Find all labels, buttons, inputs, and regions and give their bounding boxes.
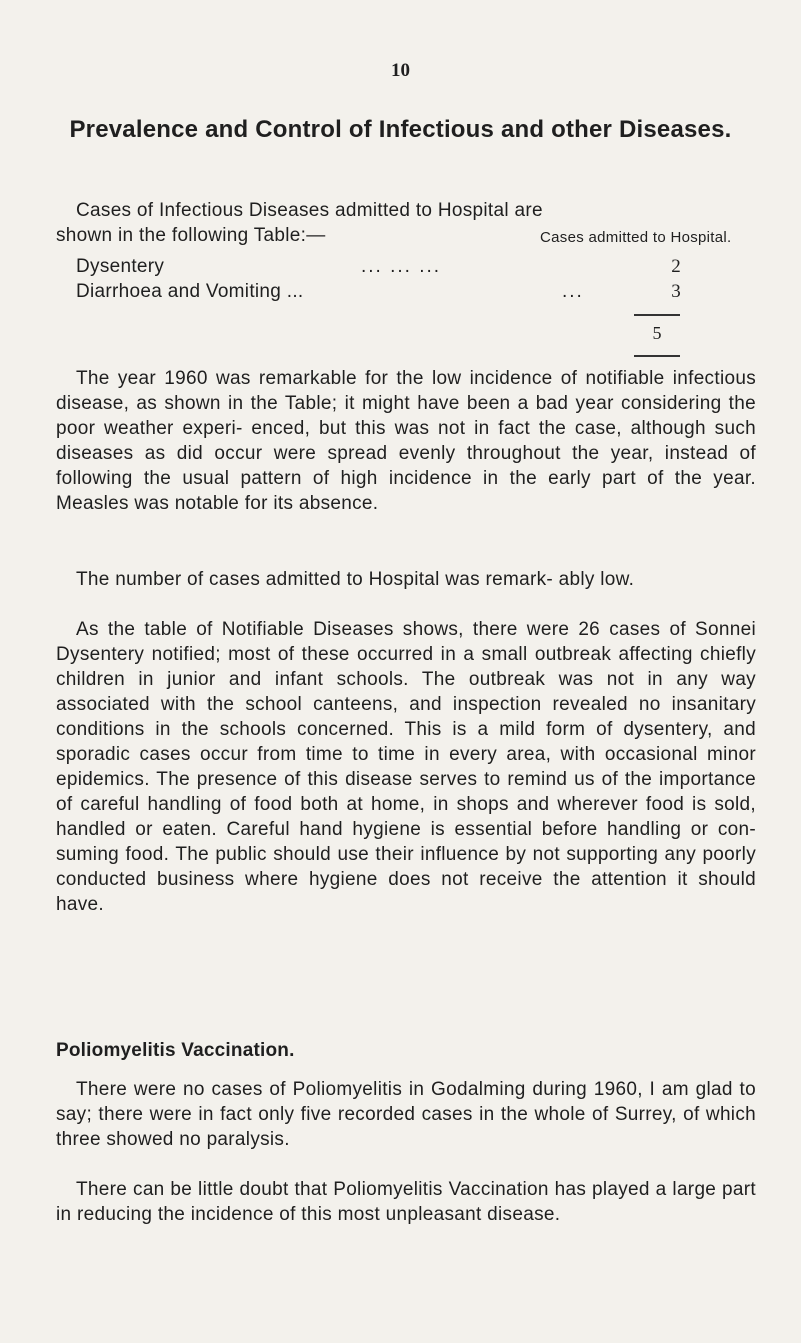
- intro-line-1: Cases of Infectious Diseases admitted to Hospital are: [76, 200, 543, 221]
- total-rule-top: [634, 314, 680, 316]
- table-row-label: Diarrhoea and Vomiting ...: [76, 281, 304, 302]
- table-intro: [56, 198, 776, 248]
- paragraph-polio-cases: [56, 1077, 756, 1152]
- table-row-leader: ...: [562, 281, 584, 302]
- paragraph-text: As the table of Notifiable Diseases shows, there were 26 cases of Sonnei Dysentery notified; most of these occurred in a small outbreak affecting chiefly children in junior and infant schools. The outbreak was not in any way associated with the school canteens, and inspection revealed no insanitary conditions in the schools concerned. This is a mild form of dysentery, and sporadic cases occur from time to time in every area, with occasional minor epidemics. The presence of this disease serves to remind us of the importance of careful handling of food both at home, in shops and wherever food is sold, handled or eaten. Careful hand hygiene is essential before handling or con- suming food. The public should use their influence by not supporting any poorly conducted business where hygiene does not receive the attention it should have.: [56, 619, 756, 915]
- intro-line-2: shown in the following Table:—: [56, 225, 326, 246]
- table-row: [76, 256, 681, 281]
- total-rule-bottom: [634, 355, 680, 357]
- table-column-header: Cases admitted to Hospital.: [540, 229, 732, 246]
- paragraph-dysentery: [56, 617, 756, 917]
- paragraph-text: The year 1960 was remarkable for the low incidence of notifiable infectious disease, as shown in the Table; it might have been a bad year considering the poor weather experi- enced, but this was not in fact the case, although such diseases as did occur were spread evenly throughout the year, instead of following the usual pattern of high incidence in the early part of the year. Measles was notable for its absence.: [56, 368, 756, 514]
- paragraph-hospital-cases: [56, 567, 756, 592]
- page-title: Prevalence and Control of Infectious and other Diseases.: [69, 116, 732, 143]
- table-row-value: 3: [671, 281, 681, 302]
- section-heading-polio: Poliomyelitis Vaccination.: [56, 1040, 295, 1061]
- table-row-label: Dysentery: [76, 256, 165, 277]
- table-row: [76, 281, 681, 306]
- paragraph-incidence: [56, 366, 756, 516]
- page-number: 10: [391, 60, 410, 81]
- paragraph-text: There were no cases of Poliomyelitis in Godalming during 1960, I am glad to say; there were in fact only five recorded cases in the whole of Surrey, of which three showed no paralysis.: [56, 1079, 756, 1150]
- paragraph-text: The number of cases admitted to Hospital was remark- ably low.: [76, 569, 635, 590]
- table-row-leader: ... ... ...: [361, 256, 442, 277]
- paragraph-text: There can be little doubt that Poliomyelitis Vaccination has played a large part in reducing the incidence of this most unpleasant disease.: [56, 1179, 756, 1225]
- table-total: 5: [652, 323, 662, 343]
- table-row-value: 2: [671, 256, 681, 277]
- paragraph-polio-vaccination: [56, 1177, 756, 1227]
